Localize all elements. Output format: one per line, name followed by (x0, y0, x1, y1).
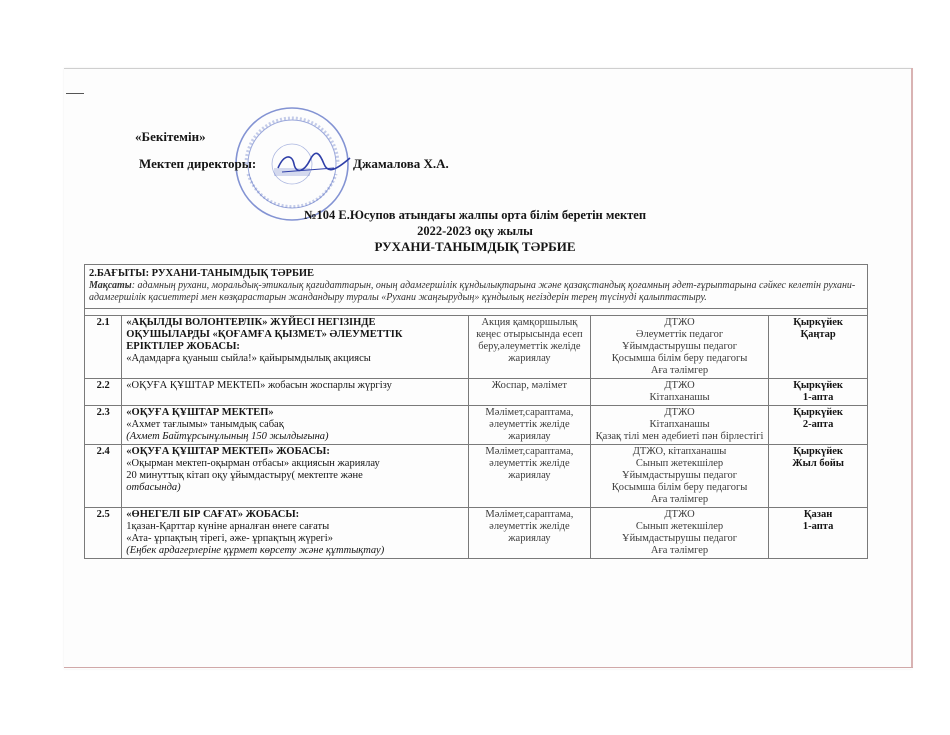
event-line: «ОҚУҒА ҚҰШТАР МЕКТЕП» ЖОБАСЫ: (126, 446, 330, 457)
result-text: Акция қамқоршылық кеңес отырысында есеп беру,әлеуметтік желіде жариялау (476, 317, 583, 364)
responsible-line: Кітапханашы (649, 392, 710, 403)
term-line: Қыркүйек (793, 446, 843, 457)
row-number: 2.5 (96, 509, 110, 520)
event-line: (Еңбек ардагерлеріне құрмет көрсету және құттықтау) (126, 545, 385, 556)
responsible-line: Ұйымдастырушы педагог (621, 533, 738, 544)
term-cell (769, 406, 868, 445)
event-line: «Адамдарға қуаныш сыйла!» қайырымдылық акциясы (126, 353, 371, 364)
result-text: Мәлімет,сараптама, әлеуметтік желіде жариялау (485, 446, 574, 481)
event-line: «ОҚУҒА ҚҰШТАР МЕКТЕП» (126, 407, 274, 418)
event-cell (122, 406, 469, 445)
director-name: Джамалова Х.А. (353, 156, 449, 171)
responsible-cell (590, 508, 768, 559)
director-label: Мектеп директоры: (139, 156, 257, 171)
direction-title: 2.БАҒЫТЫ: РУХАНИ-ТАНЫМДЫҚ ТӘРБИЕ (89, 268, 315, 279)
term-line: 1-апта (802, 521, 834, 532)
term-cell (769, 445, 868, 508)
sheet-edge (911, 68, 913, 668)
responsible-line: Қосымша білім беру педагогы (611, 482, 748, 493)
event-cell (122, 445, 469, 508)
row-number-cell (85, 379, 122, 406)
event-cell (122, 508, 469, 559)
term-line: Қаңтар (800, 329, 836, 340)
sheet-bottom-edge (64, 667, 913, 668)
term-line: 1-апта (802, 392, 834, 403)
result-text: Мәлімет,сараптама, әлеуметтік желіде жариялау (485, 509, 574, 544)
term-cell (769, 316, 868, 379)
result-text: Жоспар, мәлімет (491, 380, 567, 391)
responsible-line: Ұйымдастырушы педагог (621, 341, 738, 352)
director-signature (274, 150, 354, 176)
plan-subject: РУХАНИ-ТАНЫМДЫҚ ТӘРБИЕ (374, 239, 576, 254)
row-number-cell (85, 508, 122, 559)
responsible-line: Аға тәлімгер (650, 545, 709, 556)
event-line: 20 минуттық кітап оқу ұйымдастыру( мектепте және (126, 470, 363, 481)
event-line: «Ата- ұрпақтың тірегі, әже- ұрпақтың жүрегі» (126, 533, 333, 544)
plan-table (84, 264, 868, 559)
event-line: (Ахмет Байтұрсынұлының 150 жылдығына) (126, 431, 329, 442)
goal-text: : адамның рухани, моральдық-этикалық қағидаттарын, оның адамгершілік құндылықтарына және қазақстандық қоғамның әдет-ғұрыптарына сәйкес келетін рухани-адамгершілік қасиеттері мен көзқарастарын жандандыру туралы «Рухани жаңғырудың» құндылық негіздерін терең түсінуді қалыптастыру. (89, 280, 856, 303)
row-number: 2.1 (96, 317, 110, 328)
event-line: ОҚУШЫЛАРДЫ «ҚОҒАМҒА ҚЫЗМЕТ» ӘЛЕУМЕТТІК (126, 329, 403, 340)
term-cell (769, 379, 868, 406)
responsible-line: Кітапханашы (649, 419, 710, 430)
result-cell (468, 379, 590, 406)
corner-mark (66, 93, 84, 94)
row-number-cell (85, 316, 122, 379)
event-cell (122, 316, 469, 379)
responsible-cell (590, 406, 768, 445)
responsible-line: Ұйымдастырушы педагог (621, 470, 738, 481)
term-line: Жыл бойы (792, 458, 844, 469)
result-text: Мәлімет,сараптама, әлеуметтік желіде жариялау (485, 407, 574, 442)
table-row (85, 406, 868, 445)
event-line: 1қазан-Қарттар күніне арналған өнеге сағаты (126, 521, 330, 532)
director-line (139, 156, 499, 174)
result-cell (468, 445, 590, 508)
table-row (85, 379, 868, 406)
row-number-cell (85, 445, 122, 508)
table-row (85, 508, 868, 559)
direction-goal (89, 280, 863, 304)
result-cell (468, 406, 590, 445)
approval-label: «Бекітемін» (135, 129, 206, 144)
table-spacer (85, 309, 868, 316)
responsible-cell (590, 316, 768, 379)
term-cell (769, 508, 868, 559)
responsible-line: Аға тәлімгер (650, 365, 709, 376)
event-line: «ӨНЕГЕЛІ БІР САҒАТ» ЖОБАСЫ: (126, 509, 300, 520)
table-row (85, 445, 868, 508)
responsible-line: Қосымша білім беру педагогы (611, 353, 748, 364)
row-number: 2.2 (96, 380, 110, 391)
responsible-line: Әлеуметтік педагог (635, 329, 724, 340)
term-line: Қыркүйек (793, 380, 843, 391)
responsible-line: ДТЖО (664, 407, 695, 418)
responsible-line: ДТЖО (664, 317, 695, 328)
event-line: «ОҚУҒА ҚҰШТАР МЕКТЕП» жобасын жоспарлы жүргізу (126, 380, 392, 391)
term-line: Қыркүйек (793, 407, 843, 418)
direction-row (85, 265, 868, 309)
plan-rows (85, 316, 868, 559)
term-line: Қазан (803, 509, 833, 520)
goal-label: Мақсаты (89, 280, 132, 291)
result-cell (468, 316, 590, 379)
responsible-line: ДТЖО, кітапханашы (632, 446, 727, 457)
result-cell (468, 508, 590, 559)
event-line: «АҚЫЛДЫ ВОЛОНТЕРЛІК» ЖҮЙЕСІ НЕГІЗІНДЕ (126, 317, 376, 328)
direction-cell (85, 265, 868, 309)
event-line: «Ахмет тағлымы» танымдық сабақ (126, 419, 284, 430)
responsible-line: Қазақ тілі мен әдебиеті пән бірлестігі (595, 431, 764, 442)
event-line: ЕРІКТІЛЕР ЖОБАСЫ: (126, 341, 240, 352)
responsible-line: ДТЖО (664, 380, 695, 391)
event-line: отбасында) (126, 482, 181, 493)
row-number-cell (85, 406, 122, 445)
responsible-line: Сынып жетекшілер (635, 458, 724, 469)
row-number: 2.4 (96, 446, 110, 457)
table-row (85, 316, 868, 379)
term-line: 2-апта (802, 419, 834, 430)
row-number: 2.3 (96, 407, 110, 418)
responsible-line: Сынып жетекшілер (635, 521, 724, 532)
term-line: Қыркүйек (793, 317, 843, 328)
academic-year: 2022-2023 оқу жылы (417, 224, 533, 238)
responsible-line: Аға тәлімгер (650, 494, 709, 505)
spacer-cell (85, 309, 868, 316)
event-line: «Оқырман мектеп-оқырман отбасы» акциясын жариялау (126, 458, 380, 469)
responsible-line: ДТЖО (664, 509, 695, 520)
responsible-cell (590, 445, 768, 508)
responsible-cell (590, 379, 768, 406)
school-name: №104 Е.Юсупов атындағы жалпы орта білім беретін мектеп (303, 208, 647, 222)
event-cell (122, 379, 469, 406)
